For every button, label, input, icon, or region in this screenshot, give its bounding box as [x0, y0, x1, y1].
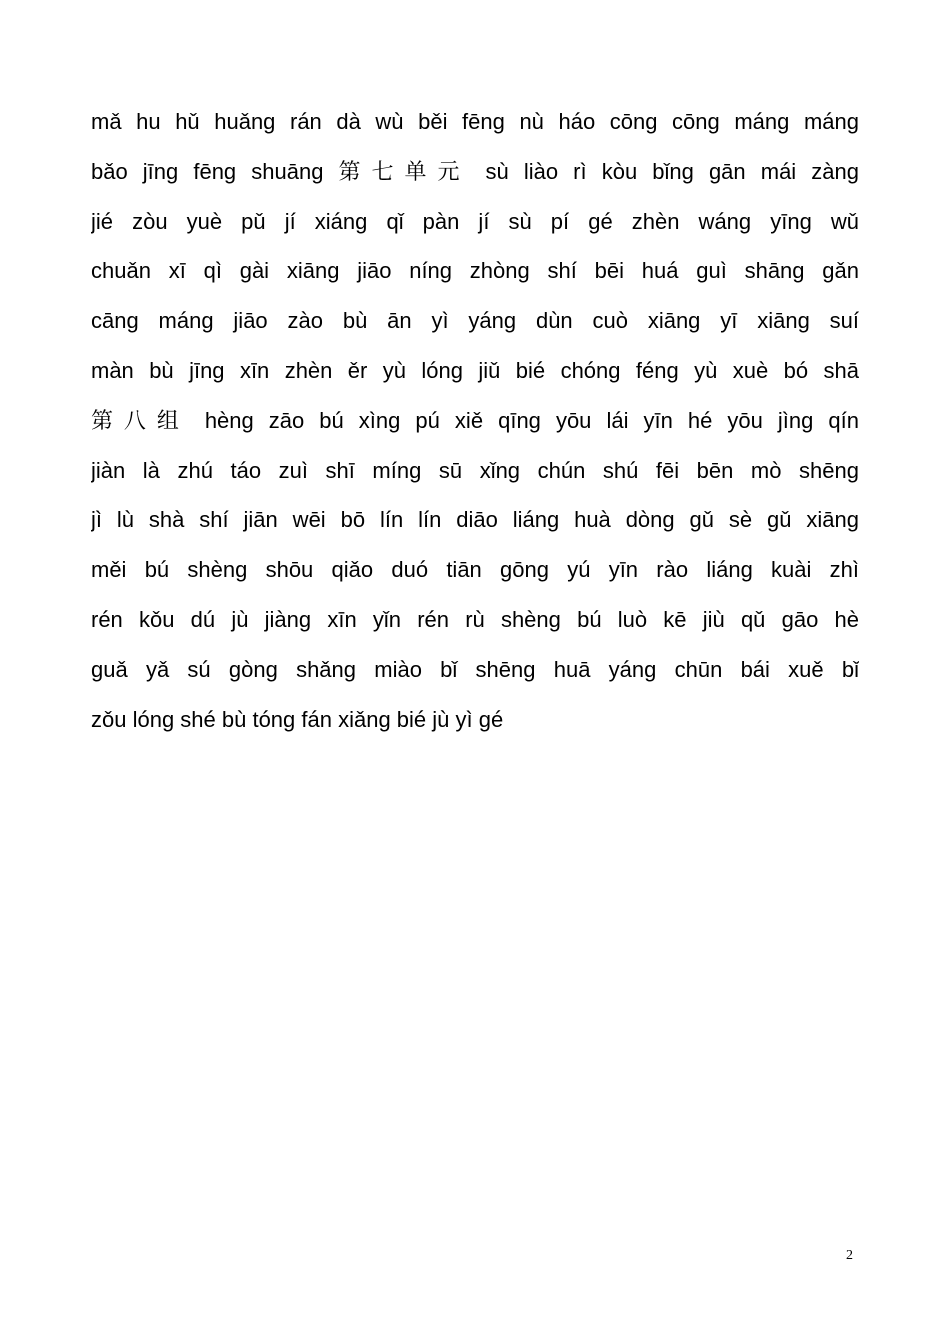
pinyin-segment: jié zòu yuè pǔ jí xiáng qǐ pàn jí sù pí gé zhèn wáng yīng wǔ	[91, 208, 859, 234]
pinyin-segment: sù liào rì kòu bǐng gān mái zàng	[470, 158, 859, 184]
pinyin-segment: màn bù jīng xīn zhèn ěr yù lóng jiǔ bié chóng féng yù xuè bó shā	[91, 357, 859, 383]
text-line	[91, 595, 859, 645]
pinyin-segment: guǎ yǎ sú gòng shǎng miào bǐ shēng huā yáng chūn bái xuě bǐ	[91, 656, 859, 682]
pinyin-segment: zǒu lóng shé bù tóng fán xiǎng bié jù yì gé	[91, 706, 504, 732]
pinyin-segment: cāng máng jiāo zào bù ān yì yáng dùn cuò xiāng yī xiāng suí	[91, 308, 859, 334]
text-line	[91, 97, 859, 147]
text-line	[91, 495, 859, 545]
pinyin-segment: jiàn là zhú táo zuì shī míng sū xǐng chún shú fēi bēn mò shēng	[91, 457, 859, 483]
text-line	[91, 147, 859, 197]
pinyin-segment: bǎo jīng fēng shuāng	[91, 158, 339, 184]
text-line	[91, 545, 859, 595]
text-line	[91, 645, 859, 695]
text-line	[91, 346, 859, 396]
pinyin-segment: hèng zāo bú xìng pú xiě qīng yōu lái yīn hé yōu jìng qín	[189, 407, 859, 433]
text-line	[91, 396, 859, 446]
pinyin-segment: chuǎn xī qì gài xiāng jiāo níng zhòng shí bēi huá guì shāng gǎn	[91, 258, 859, 284]
page-number: 2	[846, 1248, 853, 1263]
section-heading: 第七单元	[338, 159, 471, 185]
text-line	[91, 695, 859, 745]
text-line	[91, 246, 859, 296]
text-line	[91, 446, 859, 496]
pinyin-segment: měi bú shèng shōu qiǎo duó tiān gōng yú yīn rào liáng kuài zhì	[91, 557, 859, 583]
text-line	[91, 197, 859, 247]
text-line	[91, 296, 859, 346]
section-heading: 第八组	[91, 408, 190, 434]
pinyin-segment: mǎ hu hǔ huǎng rán dà wù běi fēng nù háo cōng cōng máng máng	[91, 109, 859, 134]
pinyin-segment: jì lù shà shí jiān wēi bō lín lín diāo liáng huà dòng gǔ sè gǔ xiāng	[91, 507, 859, 533]
pinyin-segment: rén kǒu dú jù jiàng xīn yǐn rén rù shèng bú luò kē jiù qǔ gāo hè	[91, 606, 859, 632]
pinyin-text-block	[91, 97, 859, 744]
